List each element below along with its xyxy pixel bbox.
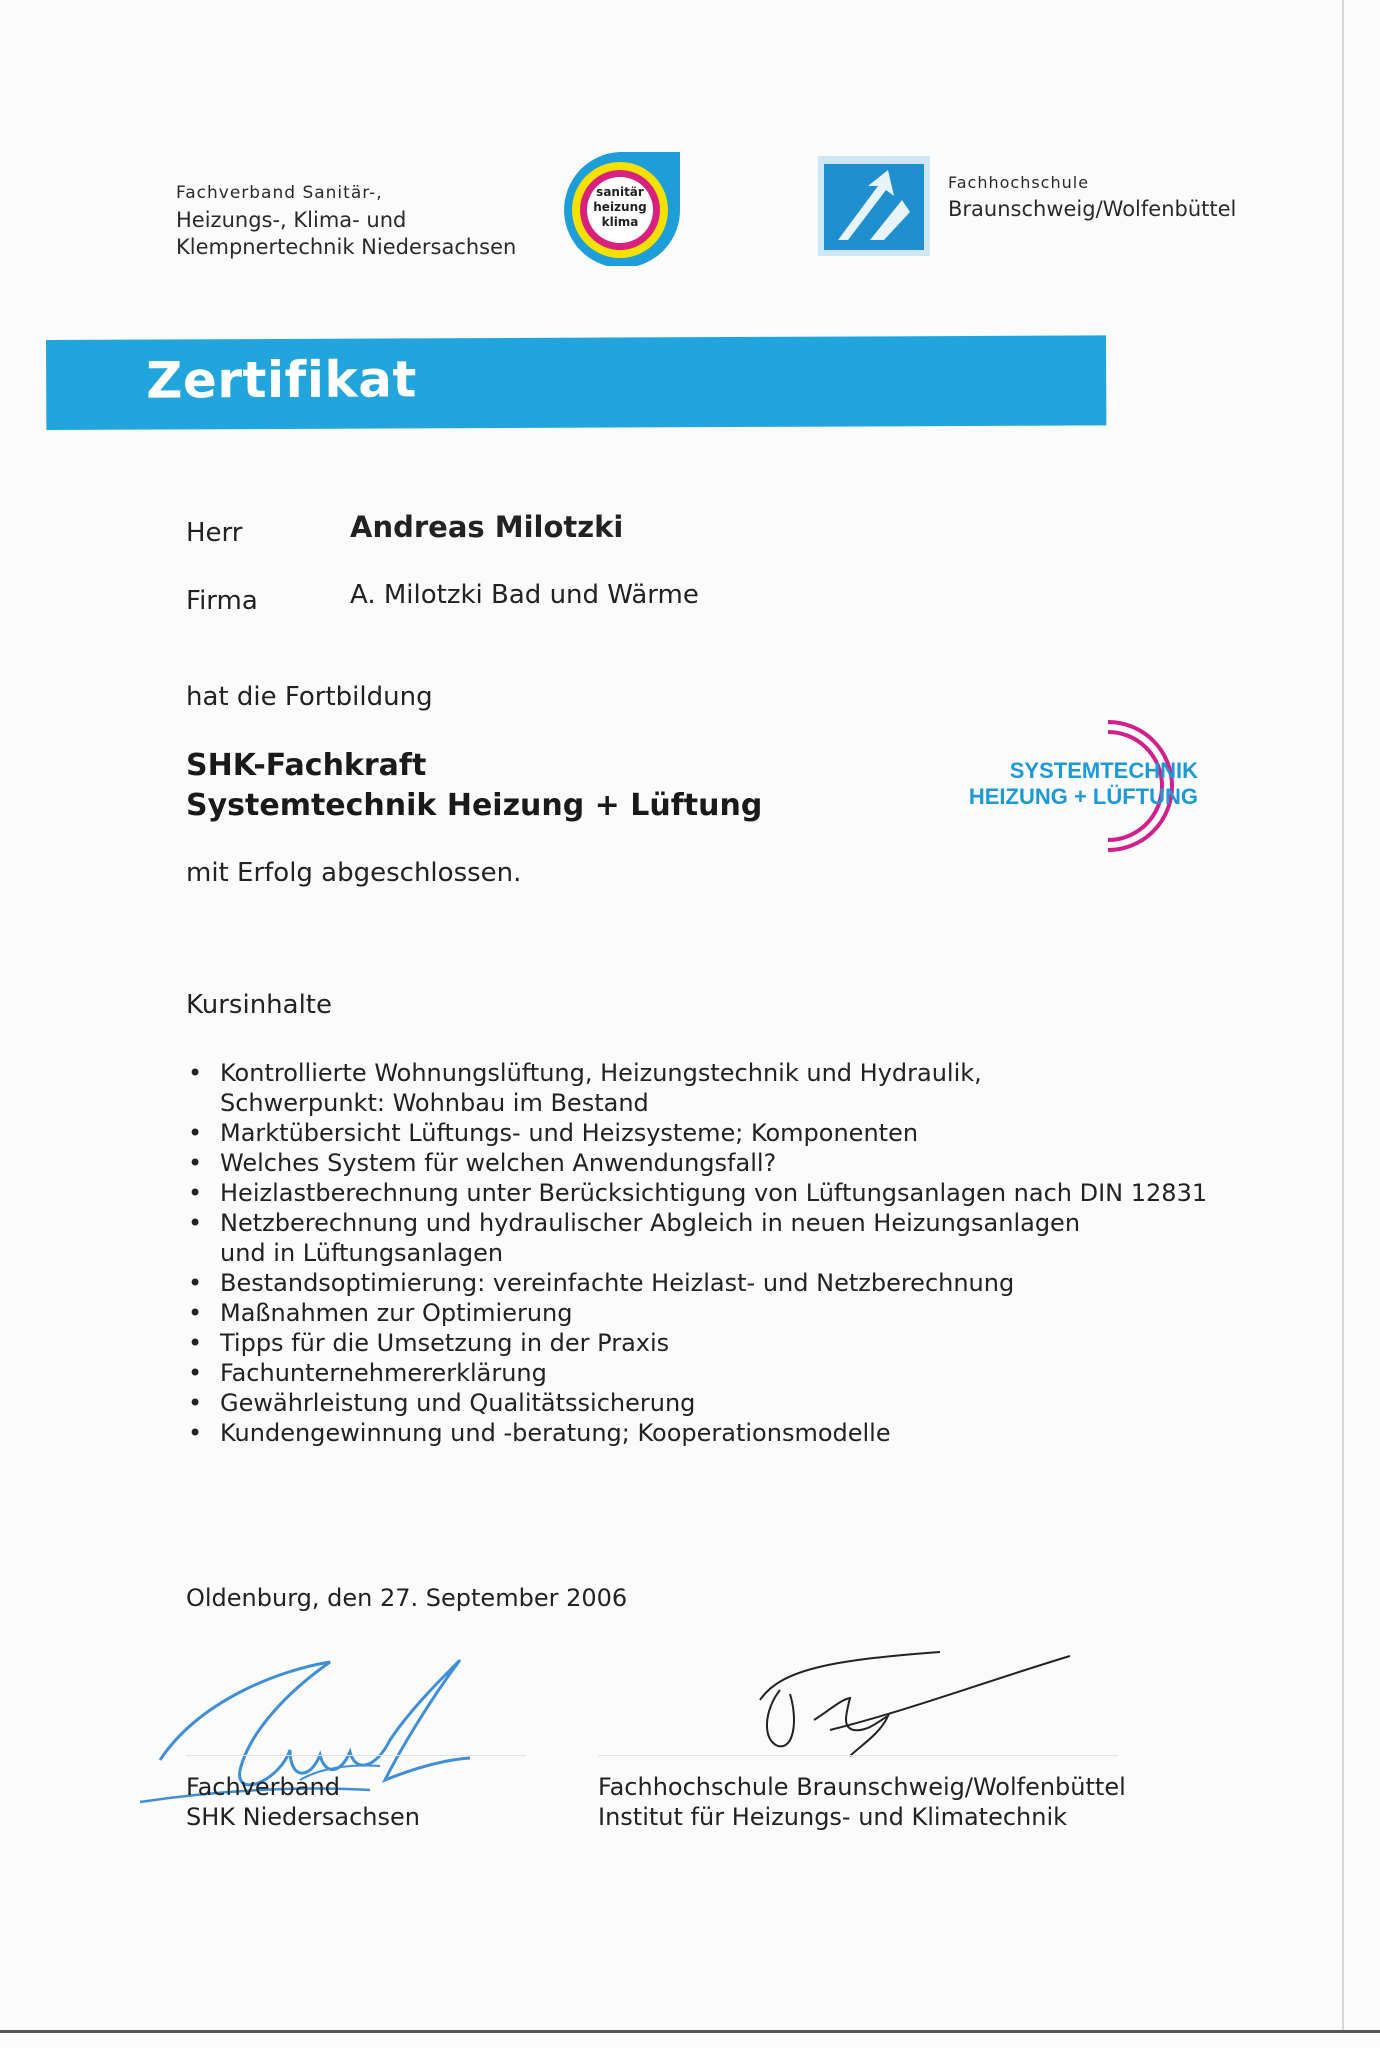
program-logo-text: SYSTEMTECHNIK	[1009, 758, 1198, 783]
list-item	[186, 1418, 1286, 1448]
association-line: Klempnertechnik Niedersachsen	[176, 235, 517, 259]
salutation-label: Herr	[186, 518, 243, 548]
school-logo	[818, 156, 930, 256]
course-title-line: Systemtechnik Heizung + Lüftung	[186, 788, 763, 823]
signature-right	[750, 1650, 1090, 1770]
list-item-text: und in Lüftungsanlagen	[220, 1239, 504, 1267]
list-item	[186, 1298, 1286, 1328]
list-item-text: Bestandsoptimierung: vereinfachte Heizlast- und Netzberechnung	[220, 1269, 1015, 1297]
school-name	[948, 170, 1236, 222]
list-item	[186, 1328, 1286, 1358]
contents-heading: Kursinhalte	[186, 990, 332, 1020]
association-logo-text: heizung	[593, 200, 647, 214]
course-title	[186, 746, 762, 826]
page-edge-bottom	[0, 2030, 1380, 2033]
signature-line-left	[186, 1755, 526, 1756]
recipient-name: Andreas Milotzki	[350, 510, 624, 544]
bullet-icon: •	[188, 1389, 203, 1417]
signatory-right-line: Institut für Heizungs- und Klimatechnik	[598, 1803, 1068, 1831]
bullet-icon: •	[188, 1179, 203, 1207]
list-item	[186, 1268, 1286, 1298]
contents-list	[186, 1058, 1286, 1448]
list-item	[186, 1058, 1286, 1118]
list-item-text: Marktübersicht Lüftungs- und Heizsysteme; Komponenten	[220, 1119, 919, 1147]
list-item	[186, 1358, 1286, 1388]
signatory-left	[186, 1772, 420, 1832]
association-logo-text: sanitär	[596, 185, 644, 199]
list-item-text: Netzberechnung und hydraulischer Abgleich in neuen Heizungsanlagen	[220, 1209, 1081, 1237]
bullet-icon: •	[188, 1119, 203, 1147]
school-line: Fachhochschule	[948, 173, 1090, 192]
bullet-icon: •	[188, 1149, 203, 1177]
program-logo	[938, 700, 1248, 870]
bullet-icon: •	[188, 1299, 203, 1327]
signature-line-right	[598, 1755, 1118, 1756]
list-item-text: Gewährleistung und Qualitätssicherung	[220, 1389, 696, 1417]
bullet-icon: •	[188, 1329, 203, 1357]
signatory-right	[598, 1772, 1126, 1832]
list-item-text: Maßnahmen zur Optimierung	[220, 1299, 573, 1327]
list-item	[186, 1208, 1286, 1268]
course-title-line: SHK-Fachkraft	[186, 748, 427, 783]
list-item-text: Heizlastberechnung unter Berücksichtigung von Lüftungsanlagen nach DIN 12831	[220, 1179, 1208, 1207]
program-logo-text: HEIZUNG + LÜFTUNG	[968, 784, 1198, 809]
list-item-text: Fachunternehmererklärung	[220, 1359, 547, 1387]
bullet-icon: •	[188, 1359, 203, 1387]
list-item-text: Schwerpunkt: Wohnbau im Bestand	[220, 1089, 649, 1117]
place-date: Oldenburg, den 27. September 2006	[186, 1584, 628, 1612]
list-item-text: Tipps für die Umsetzung in der Praxis	[220, 1329, 670, 1357]
list-item-text: Welches System für welchen Anwendungsfall?	[220, 1149, 777, 1177]
bullet-icon: •	[188, 1269, 203, 1297]
title-banner	[46, 335, 1106, 430]
signatory-left-line: SHK Niedersachsen	[186, 1803, 420, 1831]
company-name: A. Milotzki Bad und Wärme	[350, 580, 699, 610]
association-logo-text: klima	[601, 215, 639, 229]
list-item	[186, 1388, 1286, 1418]
association-line: Heizungs-, Klima- und	[176, 208, 407, 232]
statement-intro: hat die Fortbildung	[186, 682, 433, 712]
signatory-left-line: Fachverband	[186, 1773, 340, 1801]
list-item	[186, 1178, 1286, 1208]
association-line: Fachverband Sanitär-,	[176, 183, 383, 203]
school-line: Braunschweig/Wolfenbüttel	[948, 197, 1237, 221]
association-name	[176, 180, 516, 261]
signatory-right-line: Fachhochschule Braunschweig/Wolfenbüttel	[598, 1773, 1126, 1801]
page-edge-right	[1342, 0, 1344, 2030]
bullet-icon: •	[188, 1419, 203, 1447]
bullet-icon: •	[188, 1059, 203, 1087]
bullet-icon: •	[188, 1209, 203, 1237]
association-logo	[556, 150, 684, 266]
certificate-title: Zertifikat	[146, 350, 417, 410]
list-item	[186, 1118, 1286, 1148]
statement-outro: mit Erfolg abgeschlossen.	[186, 858, 522, 888]
list-item-text: Kontrollierte Wohnungslüftung, Heizungstechnik und Hydraulik,	[220, 1059, 982, 1087]
company-label: Firma	[186, 586, 258, 616]
list-item	[186, 1148, 1286, 1178]
list-item-text: Kundengewinnung und -beratung; Kooperationsmodelle	[220, 1419, 891, 1447]
